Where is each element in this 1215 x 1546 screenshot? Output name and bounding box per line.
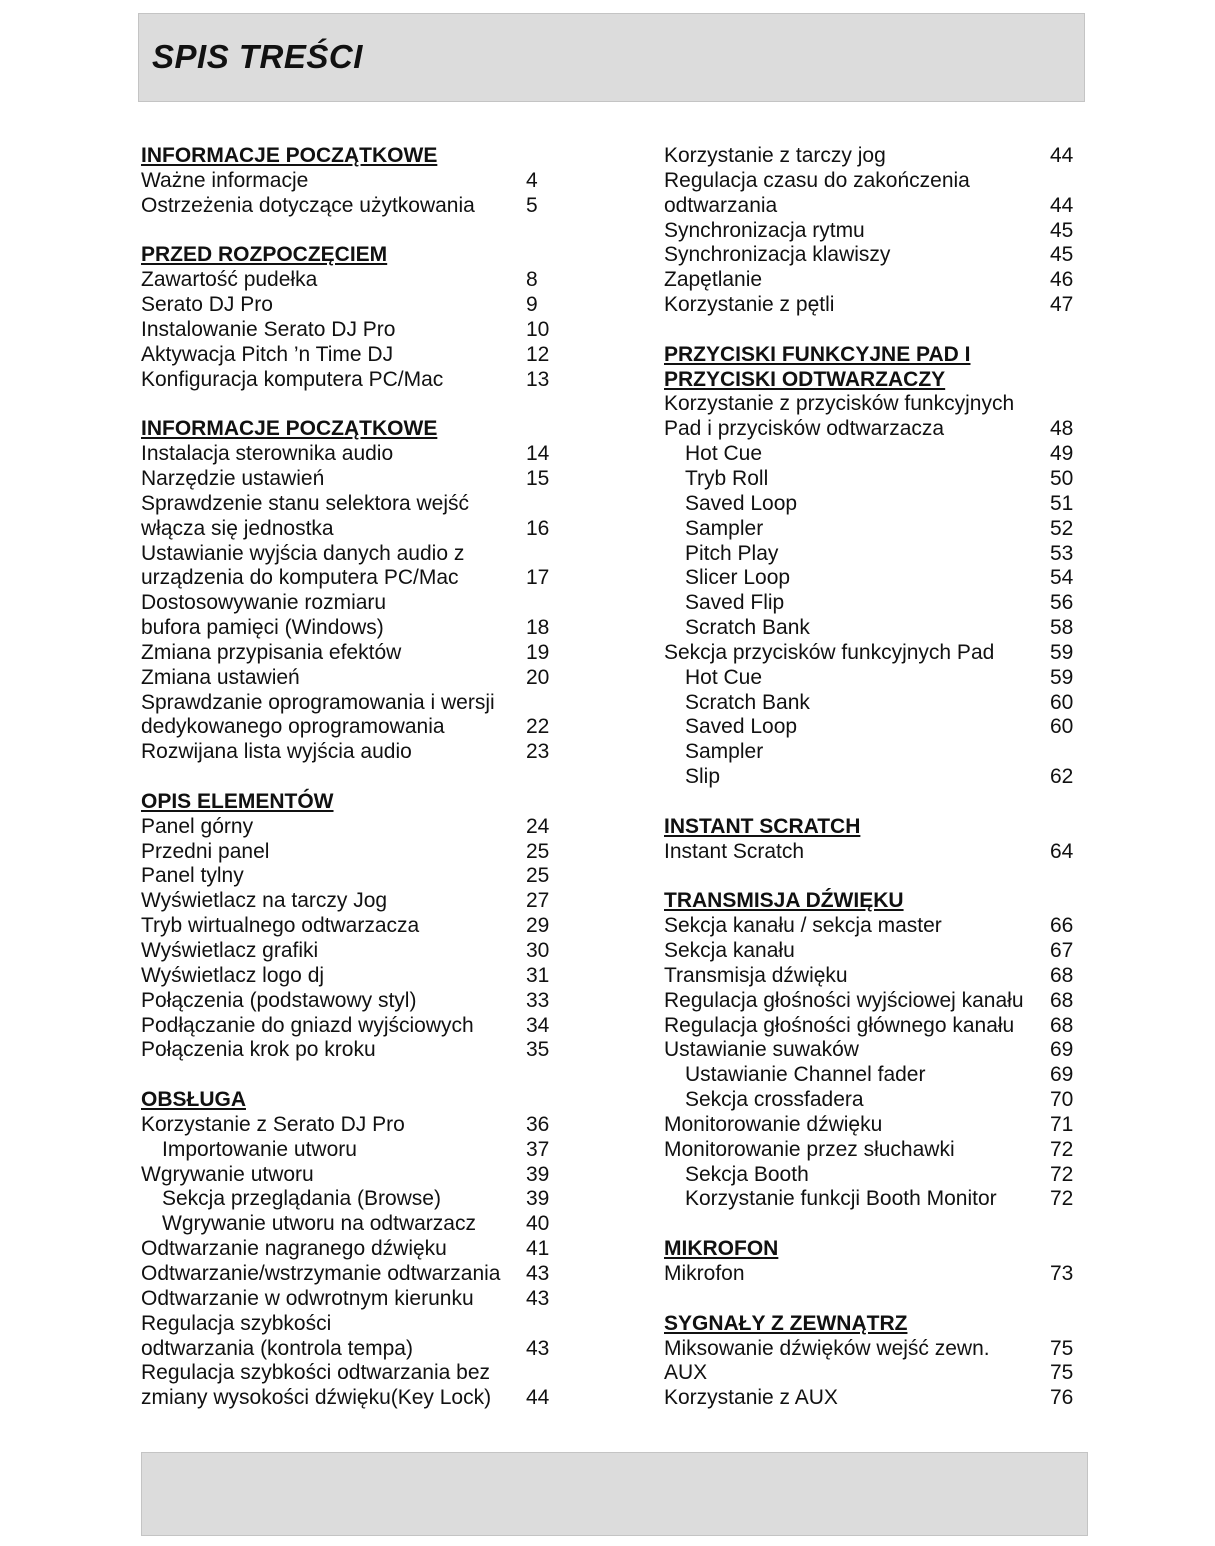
- toc-entry: [664, 939, 1076, 964]
- toc-section-heading: [664, 815, 1076, 840]
- toc-entry: [664, 293, 1076, 318]
- toc-entry-page: 58: [1050, 616, 1074, 640]
- toc-entry-page: 39: [526, 1187, 550, 1211]
- toc-entry-page: 8: [526, 268, 538, 292]
- toc-entry-page: 9: [526, 293, 538, 317]
- toc-entry-page: 4: [526, 168, 538, 192]
- toc-entry: [664, 1063, 1076, 1088]
- toc-entry: [141, 318, 556, 343]
- toc-entry-title: Serato DJ Pro: [141, 293, 273, 317]
- toc-entry-page: 12: [526, 342, 550, 366]
- toc-entry: [664, 691, 1076, 716]
- toc-entry: [141, 1113, 556, 1138]
- toc-entry-page: 13: [526, 367, 550, 391]
- toc-entry-title: Odtwarzanie/wstrzymanie odtwarzania: [141, 1261, 501, 1285]
- toc-entry-page: 68: [1050, 988, 1074, 1012]
- toc-entry-page: 59: [1050, 665, 1074, 689]
- toc-entry-title: Tryb Roll: [685, 466, 769, 490]
- toc-entry-page: 54: [1050, 566, 1074, 590]
- toc-entry-page: 60: [1050, 715, 1074, 739]
- toc-entry-page: 30: [526, 939, 550, 962]
- toc-section-heading: [141, 243, 556, 268]
- toc-entry: [664, 591, 1076, 616]
- toc-entry: [141, 1038, 556, 1063]
- toc-entry-page: 25: [526, 864, 550, 888]
- toc-entry-title: Saved Flip: [685, 591, 785, 615]
- toc-entry: [141, 715, 556, 740]
- toc-entry-page: 62: [1050, 765, 1074, 789]
- section-heading-text: OBSŁUGA: [141, 1088, 246, 1112]
- toc-entry-page: 71: [1050, 1112, 1074, 1136]
- toc-entry-title: Przedni panel: [141, 839, 270, 863]
- toc-entry: [664, 1138, 1076, 1163]
- toc-entry-title: Tryb wirtualnego odtwarzacza: [141, 914, 420, 938]
- toc-entry-title: odtwarzania (kontrola tempa): [141, 1336, 413, 1360]
- toc-entry-page: 72: [1050, 1137, 1074, 1161]
- toc-entry: [664, 1038, 1076, 1063]
- toc-entry: [141, 542, 556, 567]
- toc-entry: [141, 1138, 556, 1163]
- toc-entry-page: 52: [1050, 516, 1074, 540]
- toc-entry: [664, 765, 1076, 790]
- toc-entry: [141, 268, 556, 293]
- toc-entry: [141, 467, 556, 492]
- toc-entry-title: Aktywacja Pitch ’n Time DJ: [141, 342, 394, 366]
- toc-entry: [141, 591, 556, 616]
- toc-entry-title: Regulacja głośności wyjściowej kanału: [664, 988, 1024, 1012]
- toc-entry: [664, 1337, 1076, 1362]
- toc-spacer: [664, 864, 1076, 889]
- toc-entry: [664, 243, 1076, 268]
- toc-entry: [664, 1262, 1076, 1287]
- toc-entry-page: 75: [1050, 1361, 1074, 1385]
- toc-entry-page: 18: [526, 616, 550, 640]
- toc-entry: [664, 566, 1076, 591]
- toc-entry-title: urządzenia do komputera PC/Mac: [141, 566, 459, 590]
- toc-entry: [141, 1262, 556, 1287]
- toc-entry-title: Sekcja przycisków funkcyjnych Pad: [664, 640, 995, 664]
- toc-entry-title: Sprawdzenie stanu selektora wejść: [141, 491, 470, 515]
- toc-entry-page: 23: [526, 740, 550, 764]
- toc-spacer: [141, 219, 556, 244]
- toc-left-column: [141, 144, 556, 1411]
- toc-entry-title: Sekcja crossfadera: [685, 1088, 864, 1112]
- toc-entry: [664, 666, 1076, 691]
- toc-entry-page: 45: [1050, 218, 1074, 242]
- toc-entry: [141, 641, 556, 666]
- toc-entry-page: 17: [526, 566, 550, 590]
- toc-entry: [141, 914, 556, 939]
- toc-entry-title: Ustawianie suwaków: [664, 1038, 859, 1062]
- toc-entry-title: Hot Cue: [685, 665, 763, 689]
- toc-entry-title: Korzystanie funkcji Booth Monitor: [685, 1187, 997, 1211]
- toc-entry-title: zmiany wysokości dźwięku(Key Lock): [141, 1386, 492, 1410]
- toc-entry-page: 20: [526, 665, 550, 689]
- toc-entry-page: 39: [526, 1162, 550, 1186]
- toc-entry: [141, 368, 556, 393]
- toc-entry: [141, 1287, 556, 1312]
- toc-entry-title: Zmiana przypisania efektów: [141, 640, 402, 664]
- toc-spacer: [141, 1063, 556, 1088]
- toc-entry: [141, 343, 556, 368]
- toc-section-heading: [664, 1237, 1076, 1262]
- section-heading-text: PRZED ROZPOCZĘCIEM: [141, 243, 388, 267]
- toc-entry-page: 75: [1050, 1336, 1074, 1360]
- toc-entry: [141, 740, 556, 765]
- footer-banner: [141, 1452, 1088, 1536]
- toc-entry-title: Panel górny: [141, 814, 254, 838]
- toc-entry-page: 51: [1050, 491, 1074, 515]
- toc-entry-title: Regulacja szybkości odtwarzania bez: [141, 1361, 491, 1385]
- toc-entry-title: Instant Scratch: [664, 839, 805, 863]
- toc-entry-title: Transmisja dźwięku: [664, 963, 848, 987]
- toc-entry: [141, 1212, 556, 1237]
- toc-entry-title: Połączenia krok po kroku: [141, 1038, 376, 1062]
- toc-spacer: [664, 790, 1076, 815]
- toc-entry-title: Ważne informacje: [141, 168, 309, 192]
- toc-entry: [141, 1386, 556, 1411]
- toc-entry: [141, 1163, 556, 1188]
- toc-entry-page: 44: [526, 1386, 550, 1410]
- toc-entry-title: Zapętlanie: [664, 268, 763, 292]
- toc-spacer: [664, 1287, 1076, 1312]
- toc-entry-title: Saved Loop: [685, 715, 798, 739]
- toc-entry-page: 46: [1050, 268, 1074, 292]
- toc-entry-page: 44: [1050, 193, 1074, 217]
- toc-entry-page: 29: [526, 914, 550, 938]
- toc-entry: [664, 1361, 1076, 1386]
- toc-entry-title: Korzystanie z przycisków funkcyjnych: [664, 392, 1015, 416]
- toc-entry-page: 14: [526, 442, 550, 466]
- toc-entry-page: 35: [526, 1038, 550, 1062]
- toc-entry: [664, 840, 1076, 865]
- toc-entry: [664, 268, 1076, 293]
- toc-entry-page: 73: [1050, 1261, 1074, 1285]
- toc-entry-page: 41: [526, 1237, 550, 1261]
- toc-entry: [141, 815, 556, 840]
- toc-entry-title: Synchronizacja klawiszy: [664, 243, 891, 267]
- toc-entry: [141, 1237, 556, 1262]
- toc-entry-title: Podłączanie do gniazd wyjściowych: [141, 1013, 474, 1037]
- toc-entry: [664, 1014, 1076, 1039]
- toc-entry-title: Wyświetlacz grafiki: [141, 939, 319, 962]
- toc-section-heading: [664, 889, 1076, 914]
- toc-entry-title: Monitorowanie dźwięku: [664, 1112, 883, 1136]
- toc-entry: [664, 144, 1076, 169]
- toc-entry: [141, 840, 556, 865]
- toc-entry-page: 37: [526, 1137, 550, 1161]
- toc-entry-title: Slip: [685, 765, 721, 789]
- section-heading-text: INSTANT SCRATCH: [664, 814, 861, 838]
- toc-entry-page: 72: [1050, 1187, 1074, 1211]
- toc-entry-page: 33: [526, 988, 550, 1012]
- section-heading-text: SYGNAŁY Z ZEWNĄTRZ: [664, 1311, 908, 1335]
- toc-entry: [664, 1386, 1076, 1411]
- section-heading-text: PRZYCISKI FUNKCYJNE PAD I: [664, 342, 971, 366]
- toc-entry: [664, 492, 1076, 517]
- toc-entry: [664, 1163, 1076, 1188]
- toc-entry-title: Instalowanie Serato DJ Pro: [141, 317, 396, 341]
- toc-entry-title: Rozwijana lista wyjścia audio: [141, 740, 412, 764]
- toc-entry-page: 5: [526, 193, 538, 217]
- toc-entry: [141, 492, 556, 517]
- toc-entry-page: 49: [1050, 442, 1074, 466]
- toc-entry: [664, 542, 1076, 567]
- toc-entry-page: 48: [1050, 417, 1074, 441]
- toc-entry: [664, 442, 1076, 467]
- toc-entry: [141, 864, 556, 889]
- toc-entry: [141, 964, 556, 989]
- toc-entry: [141, 1187, 556, 1212]
- toc-entry-title: Sampler: [685, 740, 764, 764]
- toc-entry-page: 36: [526, 1112, 550, 1136]
- toc-entry: [141, 939, 556, 964]
- toc-section-heading: [141, 144, 556, 169]
- toc-entry-title: Wgrywanie utworu: [141, 1162, 314, 1186]
- toc-entry-page: 15: [526, 466, 550, 490]
- section-heading-text: TRANSMISJA DŹWIĘKU: [664, 889, 904, 913]
- title-banner: [138, 13, 1085, 102]
- toc-entry-title: Regulacja czasu do zakończenia: [664, 168, 970, 192]
- toc-entry-page: 25: [526, 839, 550, 863]
- toc-entry: [664, 989, 1076, 1014]
- toc-entry: [141, 691, 556, 716]
- toc-entry-title: Panel tylny: [141, 864, 244, 888]
- toc-entry: [141, 442, 556, 467]
- toc-entry: [664, 914, 1076, 939]
- section-heading-text: INFORMACJE POCZĄTKOWE: [141, 144, 438, 167]
- toc-entry-title: Wgrywanie utworu na odtwarzacz: [162, 1212, 476, 1236]
- toc-entry-title: Dostosowywanie rozmiaru: [141, 591, 387, 615]
- toc-entry: [141, 1014, 556, 1039]
- toc-entry-page: 31: [526, 963, 550, 987]
- toc-entry-title: Zawartość pudełka: [141, 268, 318, 292]
- toc-section-heading: [664, 368, 1076, 393]
- toc-entry-title: Sekcja Booth: [685, 1162, 809, 1186]
- toc-entry-title: Połączenia (podstawowy styl): [141, 988, 417, 1012]
- toc-entry-page: 45: [1050, 243, 1074, 267]
- toc-entry-page: 68: [1050, 963, 1074, 987]
- toc-entry: [664, 392, 1076, 417]
- toc-entry-title: Sampler: [685, 516, 764, 540]
- toc-entry-page: 56: [1050, 591, 1074, 615]
- toc-entry-page: 76: [1050, 1386, 1074, 1410]
- toc-entry-title: dedykowanego oprogramowania: [141, 715, 445, 739]
- section-heading-text: PRZYCISKI ODTWARZACZY: [664, 367, 946, 391]
- toc-entry-page: 47: [1050, 293, 1074, 317]
- toc-entry-title: Ustawianie wyjścia danych audio z: [141, 541, 465, 565]
- toc-entry-title: włącza się jednostka: [141, 516, 334, 540]
- toc-entry-page: 53: [1050, 541, 1074, 565]
- toc-entry-title: Scratch Bank: [685, 616, 810, 640]
- toc-entry-title: Konfiguracja komputera PC/Mac: [141, 367, 444, 391]
- toc-entry-title: Sekcja kanału: [664, 939, 795, 962]
- toc-entry-title: Ostrzeżenia dotyczące użytkowania: [141, 193, 475, 217]
- toc-entry-title: Sekcja przeglądania (Browse): [162, 1187, 441, 1211]
- toc-entry: [141, 1312, 556, 1337]
- toc-entry-page: 40: [526, 1212, 550, 1236]
- toc-entry-title: Pitch Play: [685, 541, 779, 565]
- toc-entry: [141, 889, 556, 914]
- toc-entry: [141, 1361, 556, 1386]
- toc-entry: [664, 740, 1076, 765]
- toc-section-heading: [141, 417, 556, 442]
- toc-entry-page: 22: [526, 715, 550, 739]
- toc-entry: [664, 1088, 1076, 1113]
- toc-entry: [664, 517, 1076, 542]
- toc-entry-title: Instalacja sterownika audio: [141, 442, 394, 466]
- toc-entry: [141, 194, 556, 219]
- toc-entry-title: Odtwarzanie nagranego dźwięku: [141, 1237, 447, 1261]
- toc-entry-page: 59: [1050, 640, 1074, 664]
- toc-entry-title: bufora pamięci (Windows): [141, 616, 384, 640]
- toc-entry-page: 43: [526, 1261, 550, 1285]
- toc-entry-title: Korzystanie z tarczy jog: [664, 144, 886, 167]
- toc-entry: [141, 1337, 556, 1362]
- toc-entry-page: 34: [526, 1013, 550, 1037]
- toc-entry-title: Narzędzie ustawień: [141, 466, 325, 490]
- toc-entry-title: Wyświetlacz na tarczy Jog: [141, 889, 388, 913]
- toc-entry: [664, 169, 1076, 194]
- toc-entry-title: Regulacja szybkości: [141, 1311, 332, 1335]
- toc-entry: [664, 467, 1076, 492]
- toc-entry-page: 10: [526, 317, 550, 341]
- toc-entry-title: odtwarzania: [664, 193, 778, 217]
- toc-entry: [141, 566, 556, 591]
- toc-entry-title: Importowanie utworu: [162, 1137, 357, 1161]
- toc-spacer: [664, 318, 1076, 343]
- toc-entry: [664, 715, 1076, 740]
- toc-entry-title: Ustawianie Channel fader: [685, 1063, 926, 1087]
- toc-entry-page: 16: [526, 516, 550, 540]
- toc-entry-title: Korzystanie z AUX: [664, 1386, 838, 1410]
- toc-entry: [664, 194, 1076, 219]
- toc-entry-page: 72: [1050, 1162, 1074, 1186]
- toc-spacer: [664, 1212, 1076, 1237]
- toc-spacer: [141, 765, 556, 790]
- toc-entry: [141, 666, 556, 691]
- toc-entry-page: 66: [1050, 914, 1074, 938]
- toc-section-heading: [141, 1088, 556, 1113]
- toc-entry-page: 43: [526, 1286, 550, 1310]
- toc-entry-page: 67: [1050, 939, 1074, 962]
- toc-entry-title: Scratch Bank: [685, 690, 810, 714]
- toc-entry-title: Hot Cue: [685, 442, 763, 466]
- toc-entry-title: Synchronizacja rytmu: [664, 218, 865, 242]
- toc-entry: [141, 169, 556, 194]
- toc-entry-title: Korzystanie z Serato DJ Pro: [141, 1112, 405, 1136]
- toc-entry: [664, 1113, 1076, 1138]
- toc-entry-title: Saved Loop: [685, 491, 798, 515]
- toc-entry-page: 64: [1050, 839, 1074, 863]
- toc-entry-title: Korzystanie z pętli: [664, 293, 835, 317]
- toc-entry-title: Wyświetlacz logo dj: [141, 963, 325, 987]
- toc-entry: [664, 616, 1076, 641]
- toc-entry-title: Zmiana ustawień: [141, 665, 300, 689]
- section-heading-text: MIKROFON: [664, 1237, 779, 1261]
- toc-entry-page: 27: [526, 889, 550, 913]
- toc-entry: [664, 964, 1076, 989]
- section-heading-text: INFORMACJE POCZĄTKOWE: [141, 417, 438, 441]
- toc-entry-page: 44: [1050, 144, 1074, 167]
- toc-entry-page: 60: [1050, 690, 1074, 714]
- toc-entry-page: 70: [1050, 1088, 1074, 1112]
- toc-entry-title: Miksowanie dźwięków wejść zewn.: [664, 1336, 990, 1360]
- toc-entry-title: Monitorowanie przez słuchawki: [664, 1137, 955, 1161]
- toc-entry-title: Odtwarzanie w odwrotnym kierunku: [141, 1286, 474, 1310]
- toc-entry-page: 69: [1050, 1038, 1074, 1062]
- toc-entry-page: 69: [1050, 1063, 1074, 1087]
- toc-entry-title: Pad i przycisków odtwarzacza: [664, 417, 945, 441]
- toc-entry-title: Slicer Loop: [685, 566, 791, 590]
- toc-entry: [141, 517, 556, 542]
- toc-entry: [664, 219, 1076, 244]
- toc-entry-title: Mikrofon: [664, 1261, 745, 1285]
- toc-entry-title: Sprawdzanie oprogramowania i wersji: [141, 690, 495, 714]
- toc-entry: [664, 641, 1076, 666]
- toc-entry: [141, 293, 556, 318]
- toc-entry-page: 19: [526, 640, 550, 664]
- page-title: SPIS TREŚCI: [152, 38, 363, 75]
- toc-section-heading: [141, 790, 556, 815]
- toc-entry: [141, 989, 556, 1014]
- toc-entry-title: Sekcja kanału / sekcja master: [664, 914, 942, 938]
- toc-entry: [664, 1187, 1076, 1212]
- toc-entry-page: 43: [526, 1336, 550, 1360]
- toc-entry-title: AUX: [664, 1361, 708, 1385]
- section-heading-text: OPIS ELEMENTÓW: [141, 789, 334, 813]
- toc-section-heading: [664, 1312, 1076, 1337]
- toc-entry-page: 68: [1050, 1013, 1074, 1037]
- toc-entry: [141, 616, 556, 641]
- toc-entry-title: Regulacja głośności głównego kanału: [664, 1013, 1015, 1037]
- toc-entry-page: 50: [1050, 466, 1074, 490]
- toc-right-column: [664, 144, 1076, 1411]
- toc-section-heading: [664, 343, 1076, 368]
- toc-entry-page: 24: [526, 814, 550, 838]
- toc-spacer: [141, 392, 556, 417]
- toc-entry: [664, 417, 1076, 442]
